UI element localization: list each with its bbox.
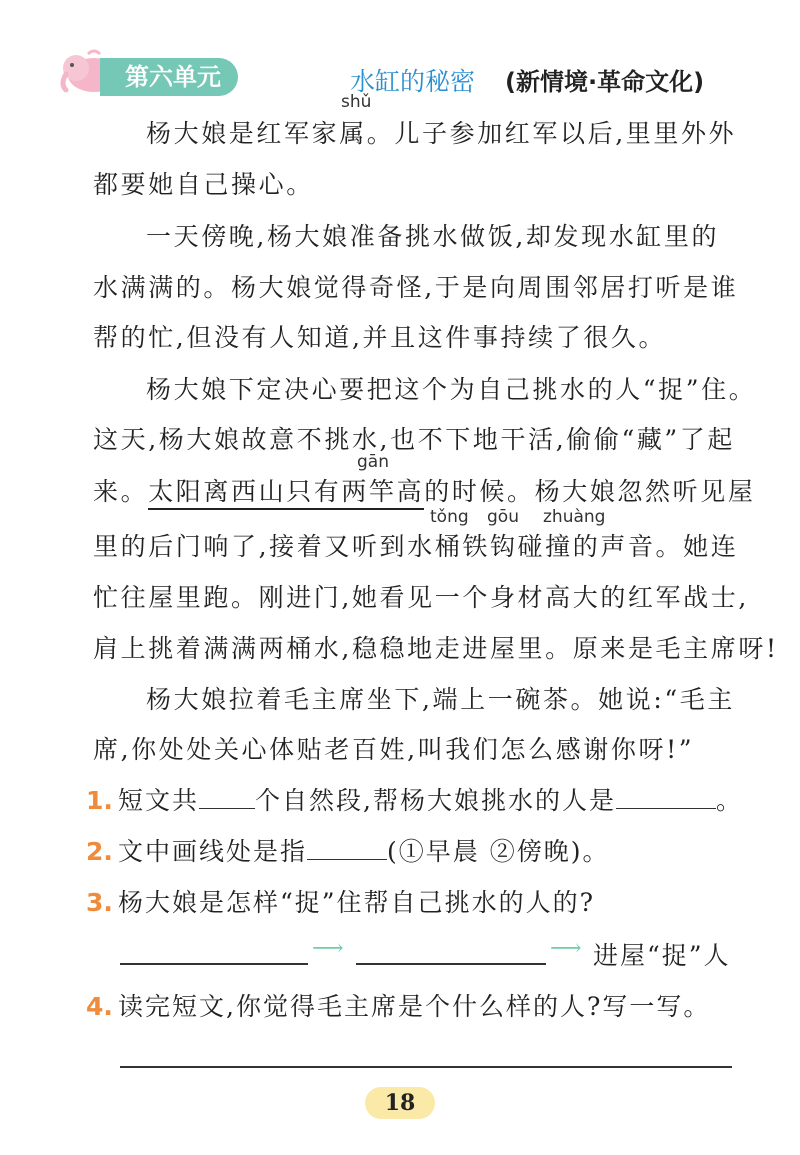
passage-line: 杨大娘下定决心要把这个为自己挑水的人“捉”住。 bbox=[146, 375, 757, 404]
question-1 bbox=[86, 781, 743, 817]
question-text: 短文共 bbox=[118, 786, 200, 815]
unit-badge: 第六单元 bbox=[100, 58, 238, 96]
question-text: 文中画线处是指 bbox=[118, 837, 308, 866]
page-title: 水缸的秘密 bbox=[350, 67, 476, 96]
passage-text: 来。 bbox=[93, 477, 149, 506]
passage-line: 一天傍晚,杨大娘准备挑水做饭,却发现水缸里的 bbox=[146, 222, 720, 251]
passage-line: 杨大娘拉着毛主席坐下,端上一碗茶。她说:“毛主 bbox=[146, 685, 735, 714]
pinyin-gan: gān bbox=[357, 452, 389, 472]
question-text: 。 bbox=[715, 786, 743, 815]
question-2 bbox=[86, 832, 609, 868]
passage-line: 杨大娘是红军家属。儿子参加红军以后,里里外外 bbox=[146, 119, 737, 148]
passage-line: 肩上挑着满满两桶水,稳稳地走进屋里。原来是毛主席呀! bbox=[93, 634, 779, 663]
passage-line: 里的后门响了,接着又听到水桶铁钩碰撞的声音。她连 bbox=[93, 532, 739, 561]
pinyin-shu: shǔ bbox=[341, 92, 372, 112]
answer-line-step-2[interactable] bbox=[356, 963, 546, 965]
passage-line: 都要她自己操心。 bbox=[93, 170, 314, 199]
question-text: 个自然段,帮杨大娘挑水的人是 bbox=[255, 786, 616, 815]
passage-line: 水满满的。杨大娘觉得奇怪,于是向周围邻居打听是谁 bbox=[93, 273, 739, 302]
page-number: 18 bbox=[365, 1087, 435, 1119]
answer-line-step-1[interactable] bbox=[120, 963, 308, 965]
question-4 bbox=[86, 987, 710, 1023]
question-number: 3. bbox=[86, 888, 113, 917]
answer-line-q4[interactable] bbox=[120, 1066, 732, 1068]
answer-blank-time[interactable] bbox=[307, 837, 387, 860]
passage-text: 的时候。杨大娘忽然听见屋 bbox=[424, 477, 756, 506]
question-text: 杨大娘是怎样“捉”住帮自己挑水的人的? bbox=[118, 888, 595, 917]
question-number: 1. bbox=[86, 786, 113, 815]
question-3 bbox=[86, 883, 595, 919]
question-3-end-step: 进屋“捉”人 bbox=[593, 941, 731, 970]
pinyin-tong: tǒng bbox=[430, 507, 469, 527]
arrow-right-icon: ⟶ bbox=[312, 936, 344, 961]
question-number: 2. bbox=[86, 837, 113, 866]
answer-blank-helper[interactable] bbox=[616, 786, 716, 809]
passage-line: 帮的忙,但没有人知道,并且这件事持续了很久。 bbox=[93, 323, 667, 352]
passage-line: 这天,杨大娘故意不挑水,也不下地干活,偷偷“藏”了起 bbox=[93, 425, 736, 454]
question-text: 读完短文,你觉得毛主席是个什么样的人?写一写。 bbox=[118, 992, 711, 1021]
underlined-phrase: 太阳离西山只有两竿高 bbox=[148, 477, 424, 510]
passage-line: 席,你处处关心体贴老百姓,叫我们怎么感谢你呀!” bbox=[93, 735, 695, 764]
pinyin-gou: gōu bbox=[487, 507, 519, 527]
pinyin-zhuang: zhuàng bbox=[543, 507, 606, 527]
passage-line: 忙往屋里跑。刚进门,她看见一个身材高大的红军战士, bbox=[93, 583, 749, 612]
answer-blank-paragraph-count[interactable] bbox=[199, 786, 255, 809]
arrow-right-icon: ⟶ bbox=[550, 936, 582, 961]
question-number: 4. bbox=[86, 992, 113, 1021]
passage-line bbox=[93, 472, 755, 508]
page-subtitle: (新情境·革命文化) bbox=[505, 68, 705, 96]
question-text: (①早晨 ②傍晚)。 bbox=[387, 837, 610, 866]
